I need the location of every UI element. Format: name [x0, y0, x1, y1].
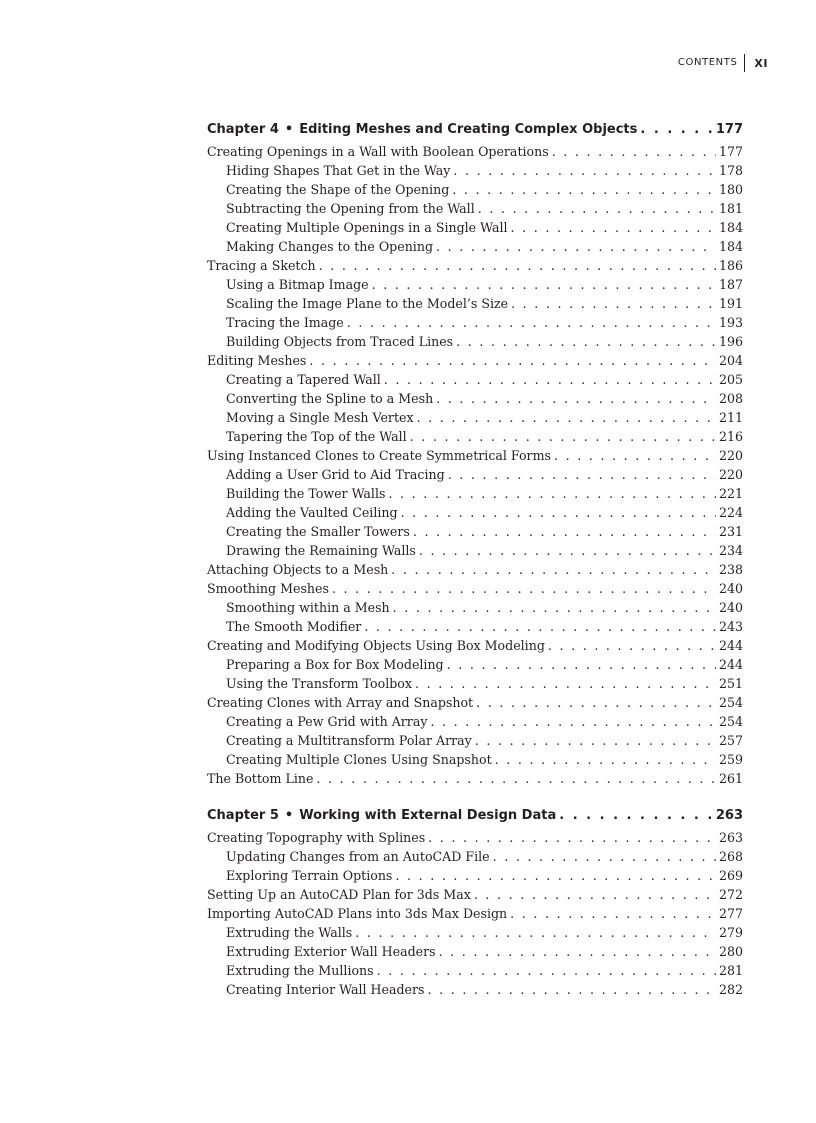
chapter-number: Chapter 5 [207, 808, 279, 823]
toc-entry[interactable] [207, 904, 743, 923]
entry-title: Adding the Vaulted Ceiling [226, 505, 398, 520]
dot-leader [393, 598, 716, 617]
toc-subentry[interactable] [207, 961, 743, 980]
toc-subentry[interactable] [207, 408, 743, 427]
dot-leader [428, 980, 716, 999]
dot-leader [554, 446, 716, 465]
entry-title: Extruding the Mullions [226, 963, 374, 978]
entry-title: Smoothing within a Mesh [226, 600, 390, 615]
dot-leader [316, 769, 716, 788]
toc-subentry[interactable] [207, 503, 743, 522]
entry-title: Hiding Shapes That Get in the Way [226, 163, 451, 178]
entry-page-number: 224 [718, 505, 743, 520]
dot-leader [430, 712, 716, 731]
dot-leader [395, 866, 716, 885]
toc-subentry[interactable] [207, 275, 743, 294]
entry-page-number: 244 [718, 657, 743, 672]
entry-title: Subtracting the Opening from the Wall [226, 201, 475, 216]
entry-title: Tracing the Image [226, 315, 344, 330]
dot-leader [478, 199, 716, 218]
toc-subentry[interactable] [207, 866, 743, 885]
entry-title: Creating and Modifying Objects Using Box Modeling [207, 638, 545, 653]
entry-title: Converting the Spline to a Mesh [226, 391, 434, 406]
entry-page-number: 181 [718, 201, 743, 216]
entry-page-number: 257 [718, 733, 743, 748]
entry-title: Attaching Objects to a Mesh [207, 562, 389, 577]
dot-leader [436, 389, 716, 408]
chapter-page-number: 263 [715, 808, 743, 823]
toc-subentry[interactable] [207, 541, 743, 560]
entry-title: Tapering the Top of the Wall [226, 429, 407, 444]
dot-leader [452, 180, 716, 199]
entry-title: Creating a Tapered Wall [226, 372, 381, 387]
entry-title: Adding a User Grid to Aid Tracing [226, 467, 445, 482]
dot-leader [309, 351, 716, 370]
entry-page-number: 234 [718, 543, 743, 558]
chapter-section [207, 120, 743, 788]
entry-page-number: 268 [718, 849, 743, 864]
entry-title: Creating the Shape of the Opening [226, 182, 450, 197]
dot-leader [319, 256, 716, 275]
entry-page-number: 204 [718, 353, 743, 368]
dot-leader [474, 885, 716, 904]
entry-title: Moving a Single Mesh Vertex [226, 410, 414, 425]
entry-page-number: 240 [718, 581, 743, 596]
entry-title: Using a Bitmap Image [226, 277, 369, 292]
toc-entry[interactable] [207, 579, 743, 598]
entry-title: Creating Clones with Array and Snapshot [207, 695, 474, 710]
toc-entry[interactable] [207, 636, 743, 655]
toc-subentry[interactable] [207, 180, 743, 199]
toc-subentry[interactable] [207, 942, 743, 961]
entry-page-number: 177 [718, 144, 743, 159]
entry-title: Scaling the Image Plane to the Model’s Size [226, 296, 509, 311]
toc-subentry[interactable] [207, 161, 743, 180]
entry-page-number: 244 [718, 638, 743, 653]
entry-title: Creating a Multitransform Polar Array [226, 733, 472, 748]
toc-entry[interactable] [207, 885, 743, 904]
entry-page-number: 187 [718, 277, 743, 292]
entry-title: Extruding the Walls [226, 925, 353, 940]
chapter-number: Chapter 4 [207, 122, 279, 137]
dot-leader [372, 275, 716, 294]
entry-page-number: 282 [718, 982, 743, 997]
toc-subentry[interactable] [207, 389, 743, 408]
entry-page-number: 240 [718, 600, 743, 615]
entry-page-number: 251 [718, 676, 743, 691]
chapter-title: Working with External Design Data [299, 808, 557, 823]
toc-subentry[interactable] [207, 294, 743, 313]
dot-leader [355, 923, 716, 942]
chapter-page-number: 177 [715, 122, 743, 137]
entry-page-number: 196 [718, 334, 743, 349]
dot-leader [377, 961, 716, 980]
chapter-section [207, 806, 743, 999]
dot-leader [493, 847, 716, 866]
entry-title: Creating Topography with Splines [207, 830, 426, 845]
toc-subentry[interactable] [207, 370, 743, 389]
running-head-label: CONTENTS [677, 57, 738, 68]
toc-subentry[interactable] [207, 237, 743, 256]
running-head [678, 54, 768, 72]
toc-subentry[interactable] [207, 674, 743, 693]
entry-title: Drawing the Remaining Walls [226, 543, 416, 558]
entry-title: Using the Transform Toolbox [226, 676, 412, 691]
dot-leader [439, 942, 716, 961]
dot-leader [417, 408, 716, 427]
dot-leader [428, 828, 716, 847]
dot-leader [511, 294, 716, 313]
toc-subentry[interactable] [207, 218, 743, 237]
entry-page-number: 184 [718, 239, 743, 254]
dot-leader [559, 806, 713, 826]
entry-title: Building Objects from Traced Lines [226, 334, 454, 349]
toc-subentry[interactable] [207, 731, 743, 750]
entry-title: Preparing a Box for Box Modeling [226, 657, 444, 672]
entry-title: Updating Changes from an AutoCAD File [226, 849, 490, 864]
dot-leader [456, 332, 716, 351]
dot-leader [448, 465, 716, 484]
entry-page-number: 178 [718, 163, 743, 178]
entry-title: Extruding Exterior Wall Headers [226, 944, 436, 959]
entry-page-number: 281 [718, 963, 743, 978]
toc-subentry[interactable] [207, 313, 743, 332]
page-folio: XI [754, 56, 768, 70]
entry-page-number: 193 [718, 315, 743, 330]
entry-page-number: 216 [718, 429, 743, 444]
entry-page-number: 279 [718, 925, 743, 940]
entry-page-number: 205 [718, 372, 743, 387]
dot-leader [436, 237, 716, 256]
entry-title: The Smooth Modifier [226, 619, 362, 634]
entry-title: Creating a Pew Grid with Array [226, 714, 428, 729]
dot-leader [510, 904, 716, 923]
dot-leader [415, 674, 716, 693]
table-of-contents [207, 120, 743, 1017]
entry-page-number: 238 [718, 562, 743, 577]
entry-title: The Bottom Line [207, 771, 314, 786]
dot-leader [401, 503, 716, 522]
dot-leader [384, 370, 716, 389]
dot-leader [552, 142, 716, 161]
entry-title: Creating Multiple Clones Using Snapshot [226, 752, 492, 767]
toc-subentry[interactable] [207, 750, 743, 769]
dot-leader [413, 522, 716, 541]
toc-subentry[interactable] [207, 522, 743, 541]
toc-subentry[interactable] [207, 923, 743, 942]
entry-title: Exploring Terrain Options [226, 868, 393, 883]
dot-leader [391, 560, 716, 579]
toc-subentry[interactable] [207, 712, 743, 731]
toc-entry[interactable] [207, 828, 743, 847]
entry-page-number: 269 [718, 868, 743, 883]
dot-leader [453, 161, 716, 180]
entry-title: Editing Meshes [207, 353, 307, 368]
dot-leader [511, 218, 716, 237]
toc-entry[interactable] [207, 142, 743, 161]
toc-subentry[interactable] [207, 465, 743, 484]
toc-entry[interactable] [207, 446, 743, 465]
entry-page-number: 186 [718, 258, 743, 273]
toc-subentry[interactable] [207, 332, 743, 351]
toc-entry[interactable] [207, 351, 743, 370]
entry-title: Tracing a Sketch [207, 258, 316, 273]
entry-page-number: 263 [718, 830, 743, 845]
dot-leader [476, 693, 716, 712]
toc-subentry[interactable] [207, 427, 743, 446]
entry-title: Setting Up an AutoCAD Plan for 3ds Max [207, 887, 471, 902]
toc-entry[interactable] [207, 769, 743, 788]
entry-title: Building the Tower Walls [226, 486, 386, 501]
entry-page-number: 254 [718, 695, 743, 710]
entry-page-number: 220 [718, 448, 743, 463]
entry-page-number: 221 [718, 486, 743, 501]
chapter-title: Editing Meshes and Creating Complex Objects [299, 122, 638, 137]
entry-page-number: 184 [718, 220, 743, 235]
entry-page-number: 211 [718, 410, 743, 425]
dot-leader [347, 313, 716, 332]
dot-leader [447, 655, 716, 674]
entry-title: Smoothing Meshes [207, 581, 329, 596]
dot-leader [640, 120, 712, 140]
toc-subentry[interactable] [207, 199, 743, 218]
entry-page-number: 180 [718, 182, 743, 197]
chapter-separator: • [284, 808, 294, 823]
entry-title: Making Changes to the Opening [226, 239, 434, 254]
dot-leader [419, 541, 716, 560]
entry-title: Creating Multiple Openings in a Single Wall [226, 220, 508, 235]
toc-subentry[interactable] [207, 484, 743, 503]
dot-leader [495, 750, 716, 769]
entry-title: Importing AutoCAD Plans into 3ds Max Design [207, 906, 508, 921]
toc-subentry[interactable] [207, 655, 743, 674]
entry-page-number: 208 [718, 391, 743, 406]
toc-entry[interactable] [207, 560, 743, 579]
entry-page-number: 261 [718, 771, 743, 786]
dot-leader [364, 617, 716, 636]
entry-title: Using Instanced Clones to Create Symmetrical Forms [207, 448, 551, 463]
entry-page-number: 259 [718, 752, 743, 767]
chapter-heading[interactable] [207, 806, 743, 826]
entry-page-number: 277 [718, 906, 743, 921]
chapter-separator: • [284, 122, 294, 137]
toc-subentry[interactable] [207, 980, 743, 999]
dot-leader [475, 731, 716, 750]
entry-page-number: 220 [718, 467, 743, 482]
toc-entry[interactable] [207, 256, 743, 275]
toc-subentry[interactable] [207, 847, 743, 866]
dot-leader [410, 427, 716, 446]
dot-leader [388, 484, 716, 503]
toc-subentry[interactable] [207, 598, 743, 617]
dot-leader [548, 636, 716, 655]
entry-title: Creating the Smaller Towers [226, 524, 410, 539]
entry-page-number: 272 [718, 887, 743, 902]
toc-entry[interactable] [207, 693, 743, 712]
entry-page-number: 231 [718, 524, 743, 539]
entry-title: Creating Openings in a Wall with Boolean Operations [207, 144, 549, 159]
toc-subentry[interactable] [207, 617, 743, 636]
entry-page-number: 243 [718, 619, 743, 634]
entry-page-number: 280 [718, 944, 743, 959]
entry-page-number: 254 [718, 714, 743, 729]
entry-page-number: 191 [718, 296, 743, 311]
chapter-heading[interactable] [207, 120, 743, 140]
dot-leader [332, 579, 716, 598]
entry-title: Creating Interior Wall Headers [226, 982, 425, 997]
